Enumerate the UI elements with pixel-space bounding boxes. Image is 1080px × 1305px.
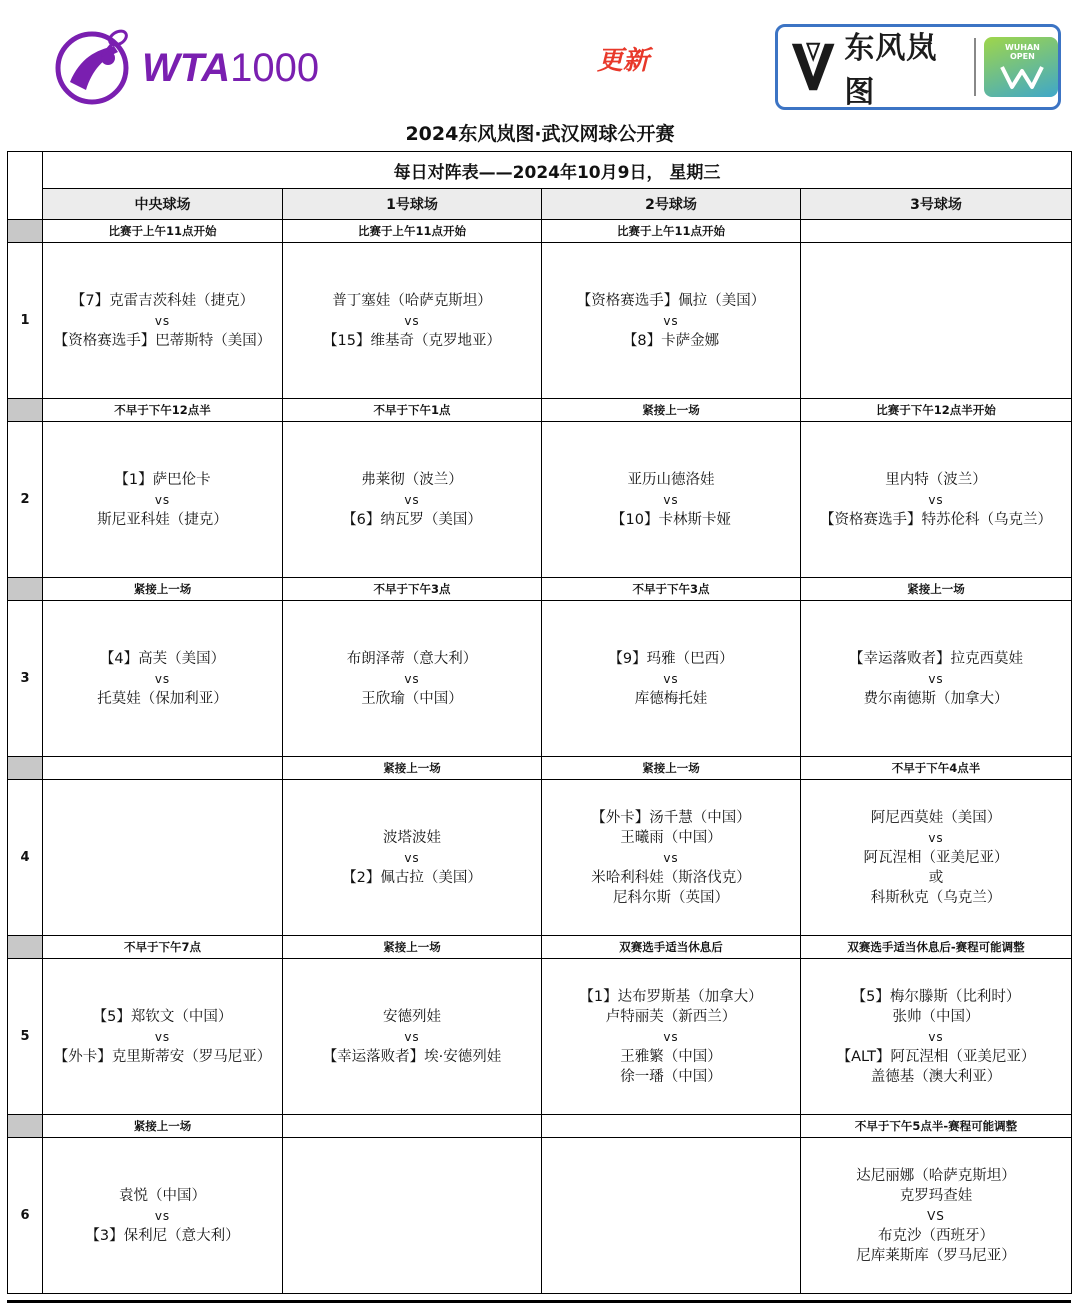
badge-line-2: OPEN [1009,52,1035,61]
versus-label: vs [154,1029,171,1044]
versus-label: vs [404,492,420,507]
start-time-note: 不早于下午4点半 [801,757,1072,780]
match-cell [542,601,801,757]
empty-match-cell [43,780,283,936]
player-line: 【资格赛选手】佩拉（美国） [576,292,766,309]
versus-label: vs [404,850,420,865]
match-cell [283,243,542,399]
player-line: 王欣瑜（中国） [361,690,463,707]
badge-line-1: WUHAN [1004,43,1040,52]
player-line: 波塔波娃 [383,829,441,846]
player-line: 【3】保利尼（意大利） [85,1227,240,1244]
player-line: 阿瓦涅相（亚美尼亚） [863,849,1009,866]
start-time-note: 不早于下午12点半 [43,399,283,422]
match-cell [801,601,1072,757]
versus-label: vs [928,671,944,686]
versus-label: vs [663,313,679,328]
court-header: 2号球场 [542,189,801,220]
versus-label: vs [663,671,679,686]
player-line: 【8】卡萨金娜 [622,332,720,349]
player-line: 安德列娃 [383,1008,441,1025]
match-row [8,422,1072,578]
start-time-note [801,220,1072,243]
player-line: 徐一璠（中国） [620,1068,722,1085]
player-line: 【5】梅尔滕斯（比利时） [851,988,1021,1005]
player-line: 托莫娃（保加利亚） [97,690,228,707]
versus-label: vs [154,492,171,507]
table-corner [8,152,43,220]
player-line: 【7】克雷吉茨科娃（捷克） [70,292,255,309]
player-line: 尼库莱斯库（罗马尼亚） [856,1247,1016,1264]
versus-label: vs [928,492,944,507]
start-time-note: 不早于下午7点 [43,936,283,959]
match-order-number: 4 [8,780,43,936]
player-line: 盖德基（澳大利亚） [870,1068,1002,1085]
match-cell [283,780,542,936]
wuhan-open-badge [984,37,1058,97]
player-line: 里内特（波兰） [885,471,987,488]
match-row [8,959,1072,1115]
wta-1000-logo [52,26,372,110]
start-time-row [8,220,1072,243]
court-header: 1号球场 [283,189,542,220]
player-line: 布朗泽蒂（意大利） [346,650,478,667]
start-time-note: 不早于下午1点 [283,399,542,422]
round-spacer [8,757,43,780]
start-time-note: 紧接上一场 [801,578,1072,601]
update-label: 更新 [597,45,650,75]
player-line: 张帅（中国） [892,1008,980,1025]
match-row [8,601,1072,757]
match-cell [801,1138,1072,1294]
date-heading: 每日对阵表——2024年10月9日， 星期三 [43,152,1072,189]
empty-match-cell [283,1138,542,1294]
start-time-row [8,1115,1072,1138]
start-time-note: 比赛于上午11点开始 [542,220,801,243]
player-line: 斯尼亚科娃（捷克） [97,511,228,528]
match-cell [283,422,542,578]
player-line: 达尼丽娜（哈萨克斯坦） [856,1167,1016,1184]
start-time-note: 不早于下午3点 [542,578,801,601]
versus-label: vs [928,1029,944,1044]
player-line: 【资格赛选手】特苏伦科（乌克兰） [820,511,1053,528]
versus-label: vs [404,671,420,686]
match-order-number: 5 [8,959,43,1115]
player-line: 【1】达布罗斯基（加拿大） [579,988,763,1005]
round-spacer [8,1115,43,1138]
start-time-note: 不早于下午3点 [283,578,542,601]
event-title: 2024东风岚图·武汉网球公开赛 [405,123,675,145]
player-line: 【1】萨巴伦卡 [114,471,211,488]
start-time-note [283,1115,542,1138]
match-cell [542,243,801,399]
player-line: 或 [928,869,944,886]
player-line: 【5】郑钦文（中国） [92,1008,233,1025]
versus-label: vs [154,313,171,328]
voyah-mark-icon [788,37,838,97]
player-line: 布克沙（西班牙） [878,1227,995,1244]
start-time-note: 不早于下午5点半-赛程可能调整 [801,1115,1072,1138]
sponsor-divider [974,38,976,96]
round-spacer [8,399,43,422]
bottom-rule [7,1300,1071,1303]
player-line: 【6】纳瓦罗（美国） [342,511,482,528]
start-time-row [8,578,1072,601]
player-line: 【4】高芙（美国） [99,650,226,667]
round-spacer [8,220,43,243]
match-cell [801,422,1072,578]
versus-label: vs [154,671,171,686]
start-time-note: 比赛于下午12点半开始 [801,399,1072,422]
versus-label: VS [927,1208,945,1223]
player-line: 【2】佩古拉（美国） [342,869,482,886]
player-line: 亚历山德洛娃 [627,471,715,488]
player-line: 【10】卡林斯卡娅 [611,511,731,528]
player-line: 【外卡】克里斯蒂安（罗马尼亚） [53,1048,272,1065]
match-order-number: 6 [8,1138,43,1294]
match-cell [283,601,542,757]
round-spacer [8,578,43,601]
start-time-row [8,936,1072,959]
match-cell [801,959,1072,1115]
court-header: 3号球场 [801,189,1072,220]
player-line: 普丁塞娃（哈萨克斯坦） [332,292,492,309]
date-row [8,152,1072,189]
match-order-number: 3 [8,601,43,757]
player-line: 王曦雨（中国） [620,829,722,846]
player-line: 费尔南德斯（加拿大） [863,690,1009,707]
player-line: 袁悦（中国） [119,1187,206,1204]
player-line: 尼科尔斯（英国） [613,889,729,906]
wta-wordmark: WTA1000 [142,45,320,90]
start-time-note: 紧接上一场 [43,578,283,601]
start-time-note: 紧接上一场 [283,936,542,959]
match-cell [542,959,801,1115]
player-line: 【外卡】汤千慧（中国） [591,809,751,826]
start-time-note: 紧接上一场 [283,757,542,780]
player-line: 王雅繁（中国） [620,1048,722,1065]
start-time-row [8,399,1072,422]
player-line: 【幸运落败者】埃·安德列娃 [322,1048,502,1065]
versus-label: vs [404,1029,420,1044]
match-cell [801,780,1072,936]
round-spacer [8,936,43,959]
match-cell [43,601,283,757]
match-cell [542,780,801,936]
versus-label: vs [404,313,420,328]
player-line: 【15】维基奇（克罗地亚） [323,332,501,349]
match-row [8,780,1072,936]
page-header [0,0,1080,120]
player-line: 克罗玛查娃 [899,1187,973,1204]
start-time-note: 比赛于上午11点开始 [283,220,542,243]
player-line: 库德梅托娃 [634,690,708,707]
player-line: 卢特丽芙（新西兰） [605,1008,737,1025]
match-cell [43,1138,283,1294]
versus-label: vs [663,1029,679,1044]
player-line: 阿尼西莫娃（美国） [870,809,1002,826]
start-time-note: 双赛选手适当休息后 [542,936,801,959]
match-cell [283,959,542,1115]
player-line: 【ALT】阿瓦涅相（亚美尼亚） [836,1048,1036,1065]
player-line: 弗莱彻（波兰） [361,471,463,488]
versus-label: vs [154,1208,171,1223]
match-cell [542,422,801,578]
start-time-note [43,757,283,780]
court-header: 中央球场 [43,189,283,220]
player-line: 【幸运落败者】拉克西莫娃 [849,650,1024,667]
match-order-number: 1 [8,243,43,399]
player-line: 【9】玛雅（巴西） [608,650,734,667]
versus-label: vs [663,492,679,507]
match-row [8,1138,1072,1294]
sponsor-logo [775,24,1061,110]
player-line: 米哈利科娃（斯洛伐克） [591,869,751,886]
match-cell [43,959,283,1115]
wuhan-w-icon [1000,63,1044,91]
start-time-note: 紧接上一场 [542,399,801,422]
start-time-note: 紧接上一场 [542,757,801,780]
court-header-row [8,189,1072,220]
start-time-note: 紧接上一场 [43,1115,283,1138]
versus-label: vs [928,830,944,845]
start-time-row [8,757,1072,780]
empty-match-cell [801,243,1072,399]
empty-match-cell [542,1138,801,1294]
start-time-note: 比赛于上午11点开始 [43,220,283,243]
start-time-note: 双赛选手适当休息后-赛程可能调整 [801,936,1072,959]
match-cell [43,422,283,578]
player-line: 科斯秋克（乌克兰） [870,889,1002,906]
tennis-player-icon [52,28,136,108]
start-time-note [542,1115,801,1138]
match-order-number: 2 [8,422,43,578]
versus-label: vs [663,850,679,865]
match-row [8,243,1072,399]
order-of-play-table [7,151,1072,1294]
match-cell [43,243,283,399]
player-line: 【资格赛选手】巴蒂斯特（美国） [53,332,272,349]
sponsor-name: 东风岚图 [844,31,938,110]
